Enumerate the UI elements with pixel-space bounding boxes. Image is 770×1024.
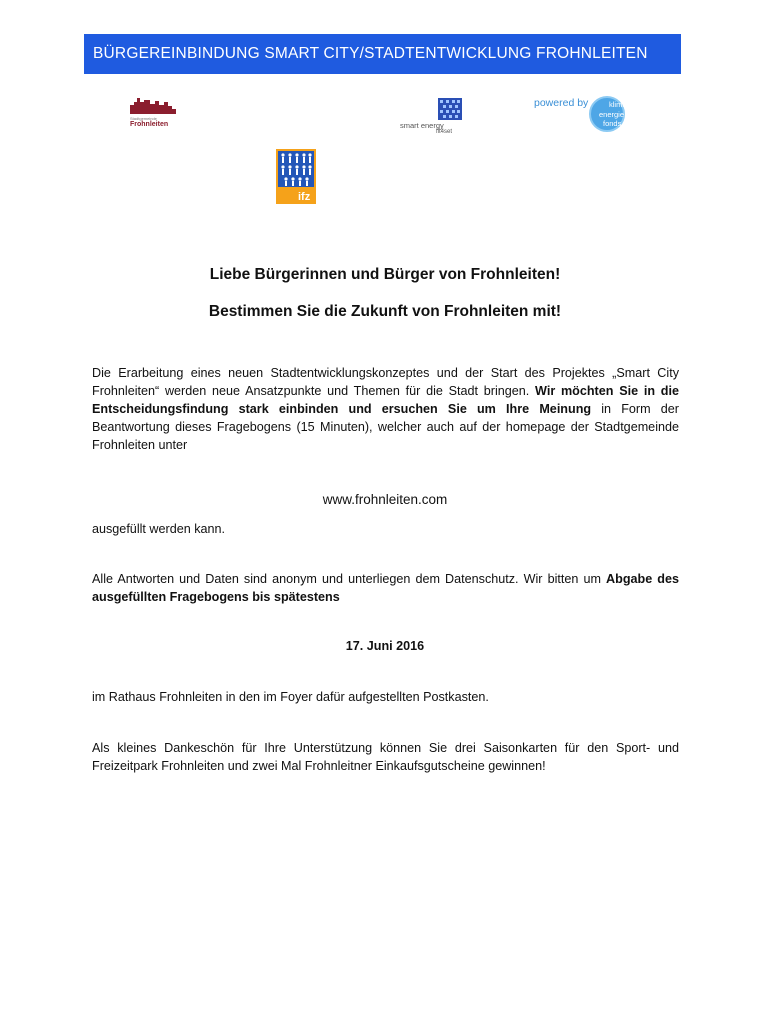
filled-online-text: ausgefüllt werden kann. — [92, 522, 226, 536]
intro-text-2: in Form der Beantwortung dieses Fragebogens (15 Minuten), welcher auch auf der homepage der Stadtgemeinde Frohnleiten unter — [92, 402, 679, 452]
ifz-logo — [276, 149, 316, 204]
grid-dots-icon — [438, 98, 462, 120]
website-link[interactable]: www.frohnleiten.com — [322, 492, 448, 507]
powered-by-label: powered by — [534, 97, 589, 109]
subtitle-heading: Bestimmen Sie die Zukunft von Frohnleiten mit! — [208, 303, 562, 320]
privacy-bold: Abgabe des ausgefüllten Fragebogens bis spätestens — [92, 572, 679, 604]
klima-energie-fonds-logo — [532, 95, 636, 133]
privacy-text: Alle Antworten und Daten sind anonym und unterliegen dem Datenschutz. Wir bitten um — [92, 572, 607, 586]
city-skyline-icon — [128, 96, 180, 116]
klima-line1: klima+ — [609, 100, 631, 109]
frohnleiten-logo-name: Frohnleiten — [130, 121, 169, 128]
greeting-heading: Liebe Bürgerinnen und Bürger von Frohnleiten! — [209, 266, 561, 283]
location-text: im Rathaus Frohnleiten in den im Foyer dafür aufgestellten Postkasten. — [92, 690, 489, 704]
frohnleiten-logo-small: Stadtgemeinde — [130, 116, 157, 121]
ifz-label: ifz — [298, 191, 311, 203]
privacy-paragraph — [92, 570, 679, 606]
header-banner — [84, 34, 681, 74]
ifz-figures-icon — [276, 149, 316, 204]
intro-bold: Wir möchten Sie in die Entscheidungsfindung stark einbinden und ersuchen Sie um Ihre Meinung — [92, 384, 679, 416]
klima-line3: fonds — [603, 119, 622, 128]
smart-energy-logo — [398, 98, 464, 140]
klima-line2: energie — [599, 110, 625, 119]
deadline-date: 17. Juni 2016 — [345, 639, 425, 653]
intro-text-1: Die Erarbeitung eines neuen Stadtentwicklungskonzeptes und der Start des Projektes „Smart City Frohnleiten“ werden neue Ansatzpunkte und Themen für die Stadt bringen. — [92, 366, 679, 398]
klima-circle-icon — [588, 95, 631, 133]
smart-energy-logo-line2: fit4set — [436, 129, 453, 135]
intro-paragraph — [92, 364, 679, 454]
banner-title: BÜRGEREINBINDUNG SMART CITY/STADTENTWICKLUNG FROHNLEITEN — [93, 45, 648, 62]
frohnleiten-logo — [128, 96, 180, 132]
smart-energy-logo-line1: smart energy — [400, 121, 444, 130]
thanks-paragraph: Als kleines Dankeschön für Ihre Unterstützung können Sie drei Saisonkarten für den Sport- und Freizeitpark Frohnleiten und zwei Mal Frohnleitner Einkaufsgutscheine gewinnen! — [92, 741, 679, 773]
